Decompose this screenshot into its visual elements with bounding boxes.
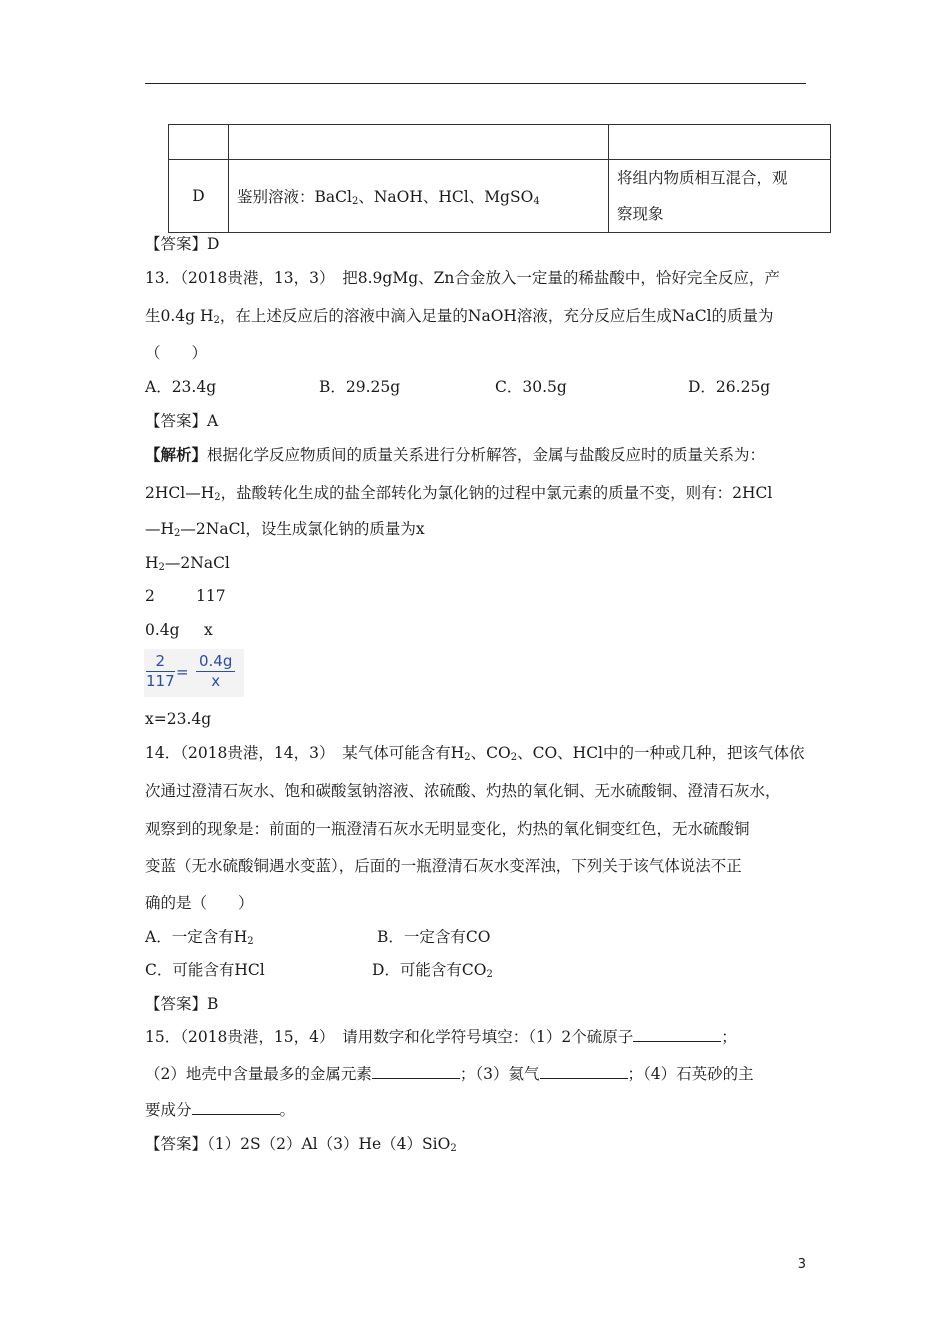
q15-line1: 15．（2018贵港，15，4） 请用数字和化学符号填空：（1）2个硫原子 ；: [145, 1028, 737, 1046]
q13-option-d: D．26.25g: [688, 378, 771, 396]
page-number: 3: [797, 1257, 806, 1272]
proportion-equation-image: [144, 649, 244, 697]
q14-option-b: B．一定含有CO: [377, 928, 491, 946]
q14-line5: 确的是（ ）: [145, 894, 254, 912]
q15-line2: （2）地壳中含量最多的金属元素 ；（3）氦气 ；（4）石英砂的主: [145, 1065, 754, 1083]
q14-line4: 变蓝（无水硫酸铜遇水变蓝），后面的一瓶澄清石灰水变浑浊，下列关于该气体说法不正: [145, 857, 742, 875]
q13-analysis-2: $2HCl—H_2$，盐酸转化生成的盐全部转化为氯化钠的过程中氯元素的质量不变，则有：2HCl: [145, 484, 773, 503]
header-rule: [145, 83, 806, 84]
q13-line2: 生0.4g $H_2$，在上述反应后的溶液中滴入足量的NaOH溶液，充分反应后生成NaCl的质量为: [145, 307, 774, 326]
table-row: [169, 125, 831, 160]
q13-mass-04g: 0.4g: [145, 621, 180, 639]
q14-answer: 【答案】B: [145, 995, 219, 1013]
answer-blank-2[interactable]: [372, 1064, 460, 1079]
answer-blank-1[interactable]: [633, 1027, 721, 1042]
q14-option-a: A．一定含有$H_2$: [145, 928, 254, 947]
q12-answer: 【答案】D: [145, 235, 220, 253]
q14-line3: 观察到的现象是：前面的一瓶澄清石灰水无明显变化，灼热的氧化铜变红色，无水硫酸铜: [145, 820, 750, 838]
q14-option-c: C．可能含有HCl: [145, 961, 265, 979]
q13-result: x=23.4g: [145, 710, 212, 728]
q13-analysis-1: 【解析】根据化学反应物质间的质量关系进行分析解答，金属与盐酸反应时的质量关系为：: [145, 445, 766, 464]
q13-option-b: B．29.25g: [319, 378, 401, 396]
q15-line3: 要成分 。: [145, 1101, 296, 1119]
row-method: 将组内物质相互混合，观 察现象: [609, 160, 831, 233]
q13-answer: 【答案】A: [145, 412, 219, 430]
row-label: D: [169, 160, 229, 233]
q14-line2: 次通过澄清石灰水、饱和碳酸氢钠溶液、浓硫酸、灼热的氧化铜、无水硫酸铜、澄清石灰水，: [145, 782, 781, 800]
q14-option-d: D．可能含有$CO_2$: [372, 961, 493, 980]
q13-analysis-3: $—H_2—2NaCl$，设生成氯化钠的质量为x: [145, 520, 425, 539]
q15-answer: 【答案】（1）2S（2）Al（3）He（4）SiO$_2$: [145, 1135, 457, 1154]
options-table: [168, 124, 831, 233]
q13-option-c: C．30.5g: [495, 378, 567, 396]
q13-mass-x: x: [204, 621, 213, 639]
fraction-right: $\frac{0.4g}{x}$: [196, 652, 235, 691]
q13-mass-117: 117: [196, 587, 226, 605]
answer-blank-3[interactable]: [540, 1064, 628, 1079]
answer-blank-4[interactable]: [192, 1100, 280, 1115]
q14-line1: 14．（2018贵港，14，3） 某气体可能含有$H_2$、$CO_2$、CO、HCl中的一种或几种，把该气体依: [145, 744, 805, 763]
fraction-left: $\frac{2}{117}$: [146, 652, 175, 690]
q13-line1: 13．（2018贵港，13，3） 把8.9gMg、Zn合金放入一定量的稀盐酸中，恰好完全反应，产: [145, 269, 780, 287]
q13-mass-2: 2: [145, 587, 155, 605]
q13-relation: $H_2—2NaCl$: [145, 554, 230, 573]
row-item: 鉴别溶液：BaCl$_2$、NaOH、HCl、MgSO$_4$: [229, 160, 609, 233]
equals-sign: =: [176, 663, 189, 681]
q13-option-a: A．23.4g: [145, 378, 217, 396]
q13-line3: （ ）: [145, 344, 208, 362]
table-row-d: [169, 160, 831, 233]
